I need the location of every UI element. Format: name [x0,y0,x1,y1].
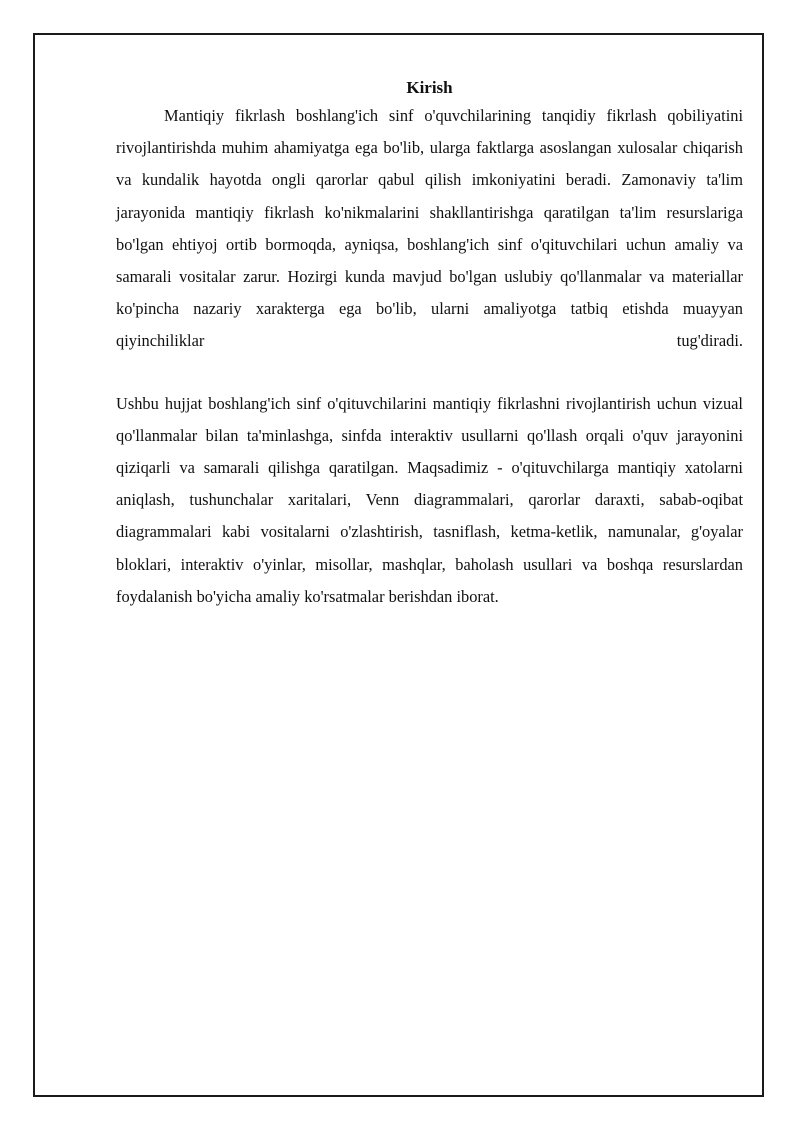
intro-paragraph-1: Mantiqiy fikrlash boshlang'ich sinf o'quvchilarining tanqidiy fikrlash qobiliyatini rivojlantirishda muhim ahamiyatga ega bo'lib, ularga faktlarga asoslangan xulosalar chiqarish va kundalik hayotda ongli qarorlar qabul qilish imkoniyatini beradi. Zamonaviy ta'lim jarayonida mantiqiy fikrlash ko'nikmalarini shakllantirishga qaratilgan ta'lim resurslariga bo'lgan ehtiyoj ortib bormoqda, ayniqsa, boshlang'ich sinf o'qituvchilari uchun amaliy va samarali vositalar zarur. Hozirgi kunda mavjud bo'lgan uslubiy qo'llanmalar va materiallar ko'pincha nazariy xarakterga ega bo'lib, ularni amaliyotga tatbiq etishda muayyan qiyinchiliklar tug'diradi. [116,106,743,351]
document-title: Kirish [406,78,453,97]
intro-paragraph-2: Ushbu hujjat boshlang'ich sinf o'qituvchilarini mantiqiy fikrlashni rivojlantirish uchun vizual qo'llanmalar bilan ta'minlashga, sinfda interaktiv usullarni qo'llash orqali o'quv jarayonini qiziqarli va samarali qilishga qaratilgan. Maqsadimiz - o'qituvchilarga mantiqiy xatolarni aniqlash, tushunchalar xaritalari, Venn diagrammalari, qarorlar daraxti, sabab-oqibat diagrammalari kabi vositalarni o'zlashtirish, tasniflash, ketma-ketlik, namunalar, g'oyalar bloklari, interaktiv o'yinlar, misollar, mashqlar, baholash usullari va boshqa resurslardan foydalanish bo'yicha amaliy ko'rsatmalar berishdan iborat. [116,393,743,606]
document-body [116,76,743,613]
